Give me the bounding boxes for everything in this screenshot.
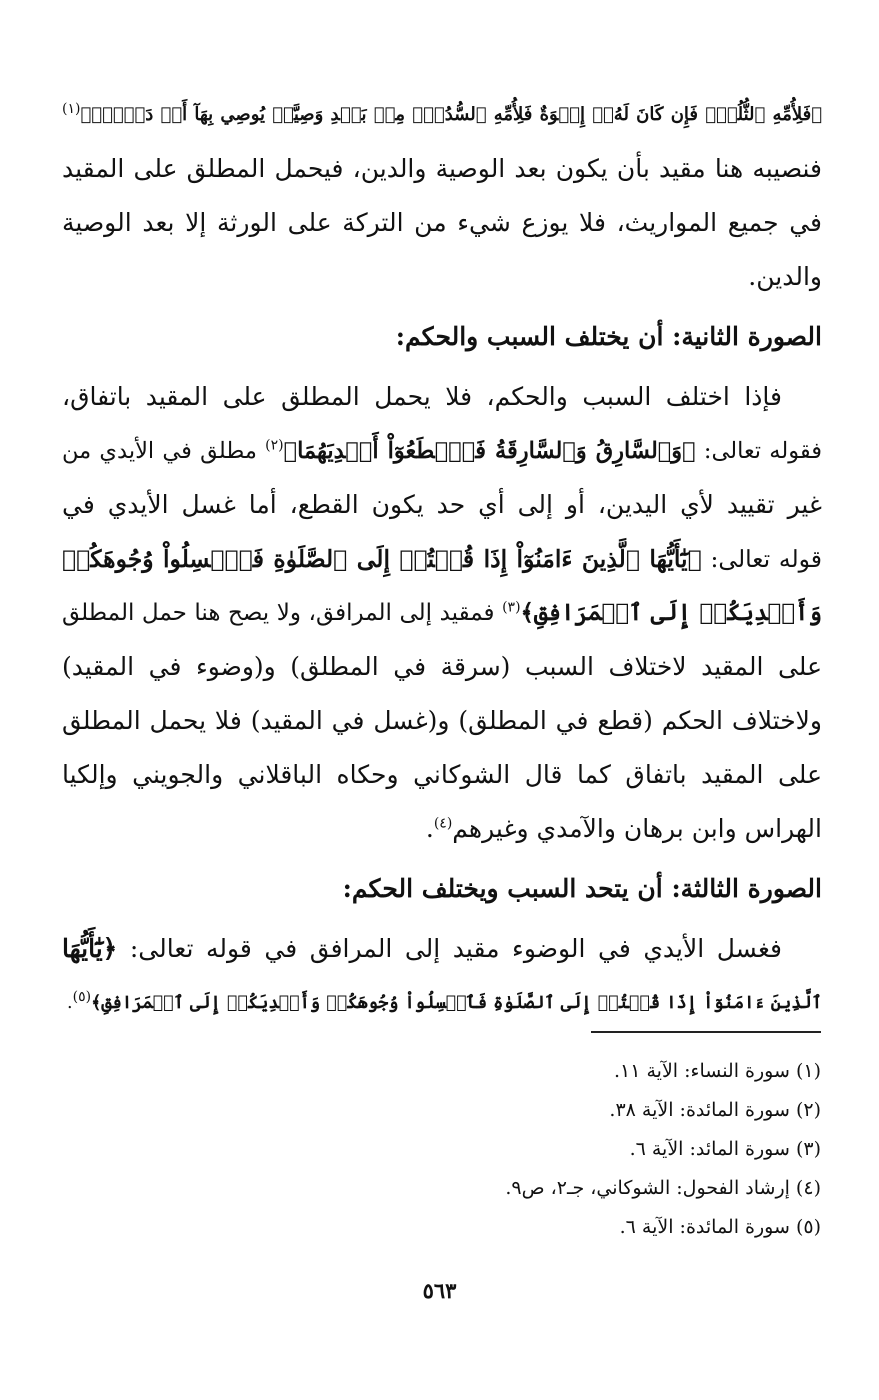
footnote: (٢) سورة المائدة: الآية ٣٨.: [609, 1099, 821, 1121]
text-span: .: [425, 814, 434, 843]
footnotes: [121, 1052, 821, 1247]
quran-verse: ﴿وَٱلسَّارِقُ وَٱلسَّارِقَةُ فَٱقۡطَعُوٓاْ أَيۡدِيَهُمَا﴾: [283, 438, 696, 464]
footnote-separator: [591, 1031, 821, 1033]
footnote: (١) سورة النساء: الآية ١١.: [613, 1060, 821, 1082]
footnote-reference: (٤): [433, 815, 453, 832]
text-span: فقوله تعالى:: [695, 438, 822, 464]
text-line: في جميع المواريث، فلا يوزع شيء من التركة على الورثة إلا بعد الوصية: [62, 208, 822, 237]
text-line: غير تقييد لأي اليدين، أو إلى أي حد يكون القطع، أما غسل الأيدي في: [62, 490, 822, 519]
text-span: الهراس وابن برهان والآمدي وغيرهم: [452, 814, 822, 843]
text-line: [62, 532, 822, 586]
text-span: .: [67, 993, 73, 1013]
quran-verse: ﴿فَلِأُمِّهِ ٱلثُّلُثُۚ فَإِن كَانَ لَهُۥٓ إِخۡوَةٌ فَلِأُمِّهِ ٱلسُّدُسُۚ مِنۢ بَعۡدِ وَصِيَّةٖ يُوصِي بِهَآ أَوۡ دَيۡنٍۗ﴾: [80, 104, 822, 125]
text-line: على المقيد باتفاق كما قال الشوكاني وحكاه الباقلاني والجويني وإلكيا: [62, 760, 822, 789]
quran-verse: ٱلَّذِينَ ءَامَنُوٓاْ إِذَا قُمۡتُمۡ إِلَى ٱلصَّلَوٰةِ فَٱغۡسِلُواْ وُجُوهَكُمۡ وَأَيۡدِيَكُمۡ إِلَى ٱلۡمَرَافِقِ﴾: [91, 993, 822, 1013]
text-line: ولاختلاف الحكم (قطع في المطلق) و(غسل في المقيد) فلا يحمل المطلق: [62, 706, 822, 735]
text-line: [62, 976, 822, 1030]
footnote-reference: (٥): [72, 989, 92, 1006]
text-span: فمقيد إلى المرافق، ولا يصح هنا حمل المطلق: [62, 600, 503, 626]
text-line: [62, 88, 822, 142]
section-heading: الصورة الثالثة: أن يتحد السبب ويختلف الحكم:: [342, 874, 822, 903]
quran-verse: ﴿يَٰٓأَيُّهَا ٱلَّذِينَ ءَامَنُوٓاْ إِذَا قُمۡتُمۡ إِلَى ٱلصَّلَوٰةِ فَٱغۡسِلُواْ وُجُوهَكُمۡ: [62, 545, 702, 573]
text-line: [62, 424, 822, 478]
quran-verse: وَأَيۡدِيَكُمۡ إِلَى ٱلۡمَرَافِقِ﴾: [520, 599, 822, 626]
section-heading: الصورة الثانية: أن يختلف السبب والحكم:: [395, 322, 822, 351]
text-span: مطلق في الأيدي من: [62, 438, 266, 464]
quran-verse: ﴿يَٰٓأَيُّهَا: [62, 934, 118, 963]
page-number: ٥٦٣: [422, 1278, 457, 1303]
text-span: قوله تعالى:: [701, 545, 822, 573]
text-line: والدين.: [748, 262, 822, 291]
footnote: (٥) سورة المائدة: الآية ٦.: [619, 1216, 821, 1238]
text-line: [62, 802, 822, 856]
footnote: (٤) إرشاد الفحول: الشوكاني، جـ٢، ص٩.: [505, 1177, 821, 1199]
text-line: على المقيد لاختلاف السبب (سرقة في المطلق) و(وضوء في المقيد): [62, 652, 822, 681]
text-line: فإذا اختلف السبب والحكم، فلا يحمل المطلق على المقيد باتفاق،: [62, 382, 782, 411]
footnote-reference: (٢): [265, 437, 284, 454]
footnote-reference: (١): [62, 101, 81, 117]
footnote: (٣) سورة المائد: الآية ٦.: [629, 1138, 821, 1160]
text-span: فغسل الأيدي في الوضوء مقيد إلى المرافق في قوله تعالى:: [117, 934, 782, 963]
text-line: فنصيبه هنا مقيد بأن يكون بعد الوصية والدين، فيحمل المطلق على المقيد: [62, 154, 822, 183]
text-line: [62, 922, 822, 976]
text-line: [62, 586, 822, 640]
footnote-reference: (٣): [502, 599, 521, 616]
